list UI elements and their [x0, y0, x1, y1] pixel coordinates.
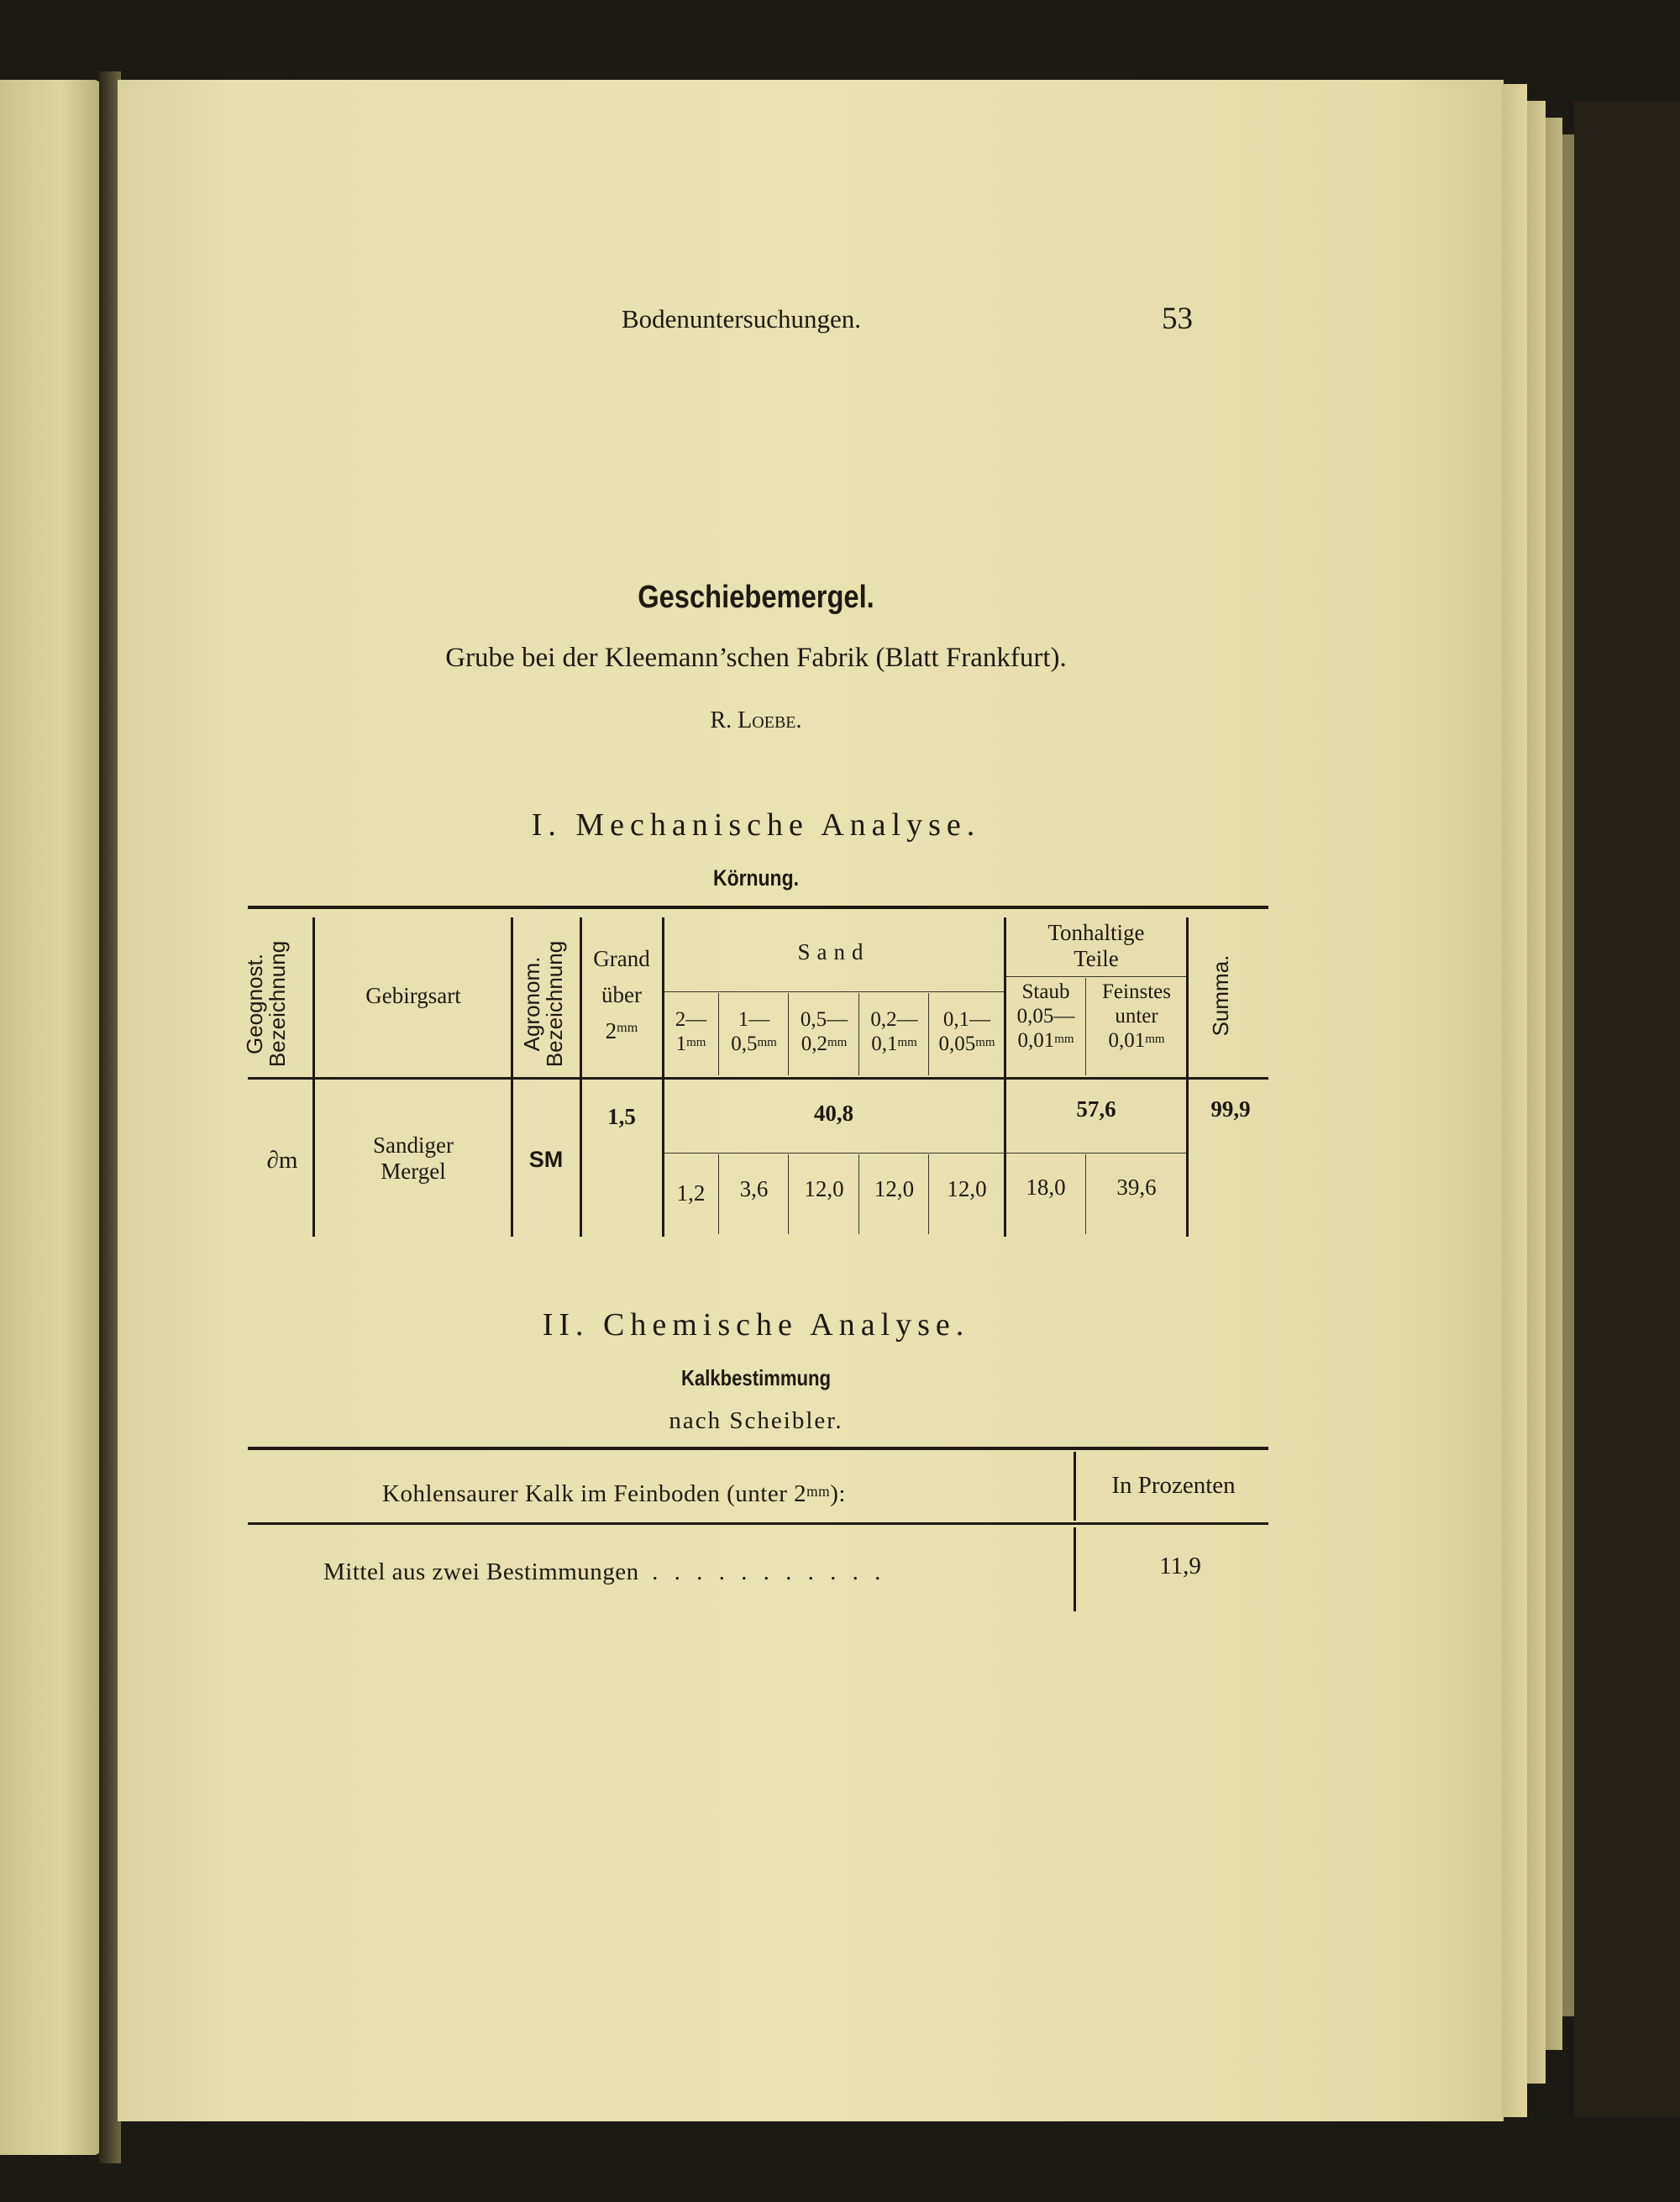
col-rule: [788, 1154, 789, 1234]
col-rule: [718, 1154, 719, 1234]
table2-row-label: Mittel aus zwei Bestimmungen . . . . . . . . . . .: [323, 1558, 886, 1585]
page-edge: [1546, 118, 1562, 2050]
table2-header-rule: [248, 1522, 1268, 1525]
header-sand-col-4: 0,2— $0,1^{mm}$: [870, 1008, 918, 1055]
book-spine: [1574, 101, 1680, 2117]
header-sand-col-3: 0,5— $0,2^{mm}$: [800, 1008, 848, 1055]
col-rule: [1074, 1452, 1076, 1521]
cell-feinstes: 39,6: [1116, 1175, 1157, 1200]
table2-row-value: 11,9: [1159, 1553, 1201, 1579]
sand-value-rule: [664, 1153, 1004, 1154]
header-sand-col-2: 1— $0,5^{mm}$: [731, 1008, 777, 1055]
cell-sand-total: 40,8: [813, 1101, 854, 1126]
header-staub: Staub 0,05— $0,01^{mm}$: [1016, 980, 1075, 1052]
header-feinstes: Feinstes unter $0,01^{mm}$: [1102, 980, 1171, 1052]
col-rule: [718, 993, 719, 1075]
ton-subheader-rule: [1006, 976, 1187, 977]
section-heading-chemical: II. Chemische Analyse.: [542, 1307, 970, 1343]
col-rule: [312, 917, 315, 1237]
header-sand-col-5: 0,1— $0,05^{mm}$: [938, 1008, 995, 1055]
table2-header-unit: In Prozenten: [1111, 1472, 1236, 1499]
ton-value-rule: [1006, 1153, 1187, 1154]
header-gebirgsart: Gebirgsart: [365, 983, 461, 1008]
cell-agronom: SM: [528, 1147, 564, 1172]
col-rule: [858, 1154, 859, 1234]
page-edge: [1562, 134, 1574, 2016]
col-rule: [788, 993, 789, 1075]
left-page-edge: [0, 80, 101, 2155]
header-sand: Sand: [797, 939, 870, 964]
col-rule: [1085, 978, 1086, 1075]
col-rule: [1186, 917, 1189, 1237]
section-heading-mechanical: I. Mechanische Analyse.: [531, 807, 981, 843]
running-head: Bodenuntersuchungen.: [622, 304, 861, 334]
header-sand-col-1: 2— $1^{mm}$: [675, 1008, 707, 1055]
cell-ton-total: 57,6: [1076, 1096, 1116, 1122]
section-subheading-kalk: Kalkbestimmung: [680, 1365, 832, 1390]
header-geognost: Geognost. Bezeichnung: [242, 940, 291, 1068]
header-tonhaltige: Tonhaltige Teile: [1047, 920, 1145, 972]
table-top-rule: [248, 906, 1268, 909]
col-rule: [858, 993, 859, 1075]
sand-subheader-rule: [664, 991, 1004, 992]
cell-sand-4: 12,0: [874, 1176, 915, 1201]
cell-sand-2: 3,6: [739, 1176, 769, 1201]
cell-summa: 99,9: [1210, 1096, 1251, 1122]
cell-sand-3: 12,0: [804, 1176, 844, 1201]
page-number: 53: [1162, 302, 1193, 336]
col-rule: [1085, 1154, 1086, 1234]
section-subheading-koernung: Körnung.: [713, 865, 799, 891]
cell-staub: 18,0: [1026, 1175, 1066, 1200]
author: R. Loebe.: [710, 707, 802, 733]
page-edge: [1527, 101, 1546, 2084]
cell-geognost: ∂m: [266, 1147, 298, 1174]
col-rule: [928, 1154, 929, 1234]
cell-grand: 1,5: [607, 1104, 636, 1129]
header-agronom: Agronom. Bezeichnung: [519, 940, 568, 1068]
header-summa: Summa.: [1208, 954, 1233, 1037]
subtitle: Grube bei der Kleemann’schen Fabrik (Blatt Frankfurt).: [445, 643, 1067, 673]
col-rule: [511, 917, 513, 1237]
table-header-rule: [248, 1077, 1268, 1080]
cell-sand-1: 1,2: [676, 1180, 706, 1206]
cell-gebirgsart: Sandiger Mergel: [373, 1133, 454, 1185]
table2-header-label: Kohlensaurer Kalk im Feinboden (unter $2^{mm}$):: [382, 1480, 846, 1507]
header-grand: Grand über $2^{mm}$: [593, 946, 650, 1044]
table2-top-rule: [248, 1447, 1268, 1450]
col-rule: [928, 993, 929, 1075]
method-note: nach Scheibler.: [669, 1407, 843, 1434]
col-rule: [1074, 1527, 1076, 1611]
page-title: Geschiebemergel.: [638, 580, 874, 615]
cell-sand-5: 12,0: [947, 1176, 987, 1201]
page-edge: [1502, 84, 1527, 2117]
